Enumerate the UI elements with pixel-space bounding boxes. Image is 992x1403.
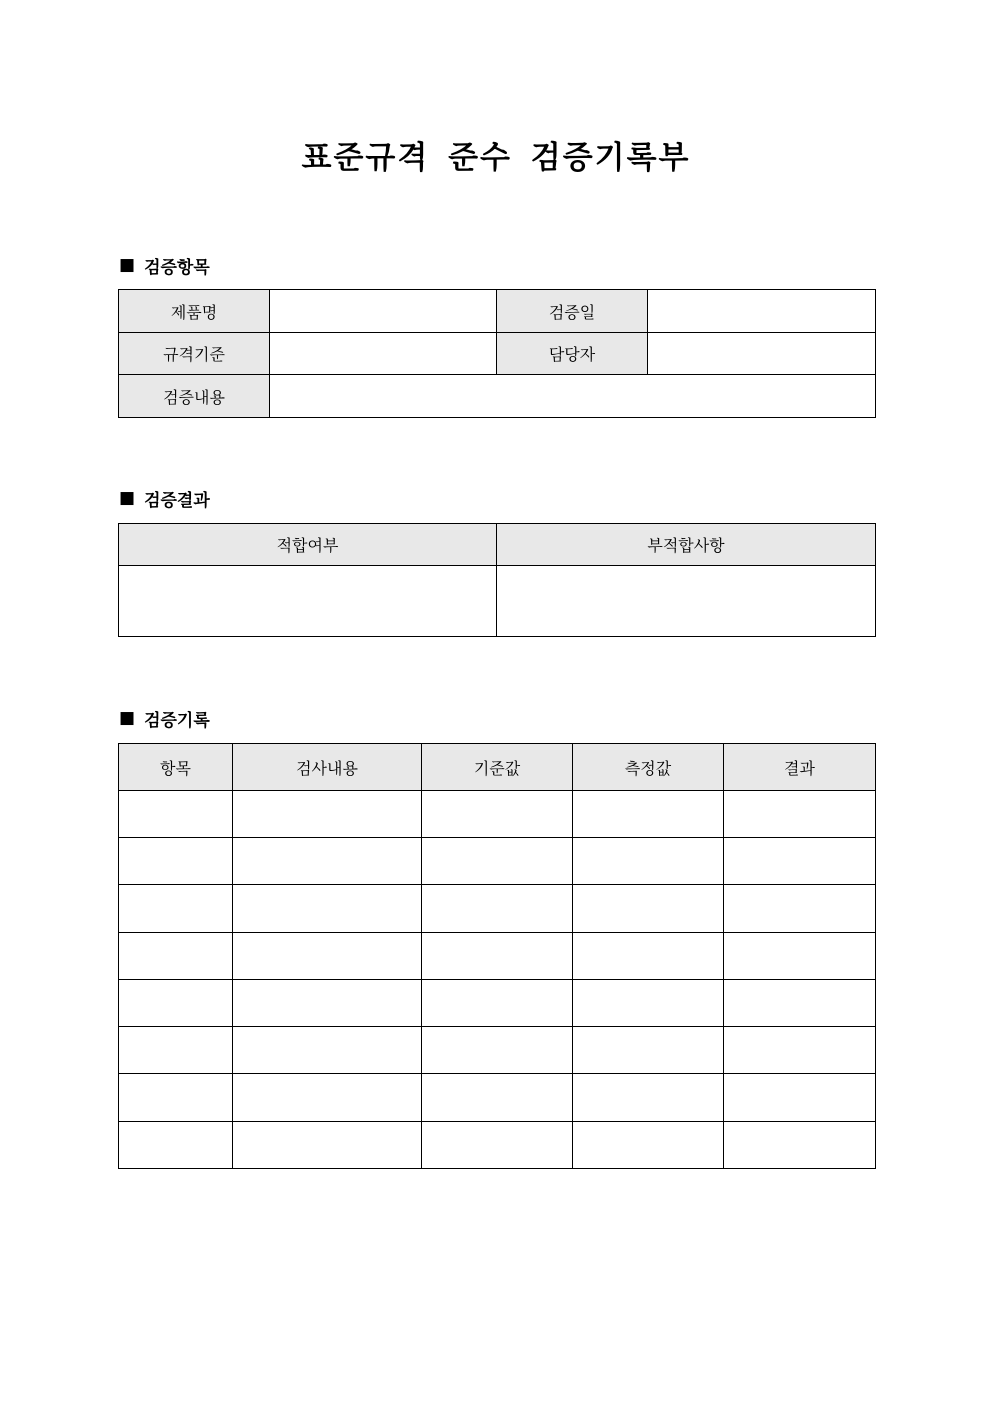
section-heading-records	[119, 707, 210, 729]
item-cell[interactable]	[119, 885, 233, 933]
nonconformity-field[interactable]	[497, 566, 876, 637]
reference-value-cell[interactable]	[422, 1122, 573, 1169]
result-column-header: 결과	[724, 744, 876, 791]
item-cell[interactable]	[119, 933, 233, 980]
item-cell[interactable]	[119, 838, 233, 885]
table-row	[119, 885, 876, 933]
result-cell[interactable]	[724, 980, 876, 1027]
table-row	[119, 980, 876, 1027]
reference-value-cell[interactable]	[422, 1027, 573, 1074]
item-cell[interactable]	[119, 1122, 233, 1169]
section-heading-label: 검증기록	[144, 710, 210, 731]
reference-value-cell[interactable]	[422, 791, 573, 838]
table-row	[119, 1074, 876, 1122]
inspection-content-cell[interactable]	[233, 1074, 422, 1122]
inspection-content-cell[interactable]	[233, 791, 422, 838]
measured-value-cell[interactable]	[573, 791, 724, 838]
measured-value-cell[interactable]	[573, 1027, 724, 1074]
reference-value-cell[interactable]	[422, 1074, 573, 1122]
item-column-header: 항목	[119, 744, 233, 791]
verify-date-label: 검증일	[497, 290, 648, 333]
records-table	[118, 743, 876, 1169]
document-title: 표준규격 준수 검증기록부	[301, 140, 691, 176]
inspection-content-cell[interactable]	[233, 933, 422, 980]
reference-value-cell[interactable]	[422, 933, 573, 980]
square-bullet-icon: ■	[119, 488, 136, 508]
result-cell[interactable]	[724, 933, 876, 980]
conformity-header: 적합여부	[119, 524, 497, 566]
inspection-content-cell[interactable]	[233, 1122, 422, 1169]
product-name-label: 제품명	[119, 290, 270, 333]
table-row	[119, 933, 876, 980]
result-cell[interactable]	[724, 1027, 876, 1074]
inspection-content-column-header: 검사내용	[233, 744, 422, 791]
item-cell[interactable]	[119, 980, 233, 1027]
table-row	[119, 1122, 876, 1169]
conformity-field[interactable]	[119, 566, 497, 637]
inspection-content-cell[interactable]	[233, 885, 422, 933]
content-field[interactable]	[270, 375, 876, 418]
spec-standard-field[interactable]	[270, 333, 497, 375]
result-cell[interactable]	[724, 838, 876, 885]
result-cell[interactable]	[724, 885, 876, 933]
measured-value-cell[interactable]	[573, 933, 724, 980]
measured-value-cell[interactable]	[573, 838, 724, 885]
nonconformity-header: 부적합사항	[497, 524, 876, 566]
reference-value-cell[interactable]	[422, 980, 573, 1027]
section-heading-label: 검증항목	[144, 257, 210, 278]
item-cell[interactable]	[119, 791, 233, 838]
items-table	[118, 289, 876, 418]
square-bullet-icon: ■	[119, 708, 136, 728]
table-row	[119, 791, 876, 838]
verify-date-field[interactable]	[648, 290, 876, 333]
measured-value-cell[interactable]	[573, 1122, 724, 1169]
result-cell[interactable]	[724, 791, 876, 838]
inspection-content-cell[interactable]	[233, 838, 422, 885]
table-row	[119, 838, 876, 885]
manager-field[interactable]	[648, 333, 876, 375]
result-table	[118, 523, 876, 637]
spec-standard-label: 규격기준	[119, 333, 270, 375]
manager-label: 담당자	[497, 333, 648, 375]
section-heading-label: 검증결과	[144, 490, 210, 511]
result-cell[interactable]	[724, 1122, 876, 1169]
item-cell[interactable]	[119, 1074, 233, 1122]
measured-value-cell[interactable]	[573, 1074, 724, 1122]
section-heading-result	[119, 487, 210, 509]
result-cell[interactable]	[724, 1074, 876, 1122]
reference-value-column-header: 기준값	[422, 744, 573, 791]
table-row	[119, 1027, 876, 1074]
inspection-content-cell[interactable]	[233, 1027, 422, 1074]
measured-value-cell[interactable]	[573, 885, 724, 933]
content-label: 검증내용	[119, 375, 270, 418]
measured-value-cell[interactable]	[573, 980, 724, 1027]
item-cell[interactable]	[119, 1027, 233, 1074]
reference-value-cell[interactable]	[422, 838, 573, 885]
inspection-content-cell[interactable]	[233, 980, 422, 1027]
square-bullet-icon: ■	[119, 255, 136, 275]
product-name-field[interactable]	[270, 290, 497, 333]
section-heading-items	[119, 254, 210, 276]
measured-value-column-header: 측정값	[573, 744, 724, 791]
reference-value-cell[interactable]	[422, 885, 573, 933]
